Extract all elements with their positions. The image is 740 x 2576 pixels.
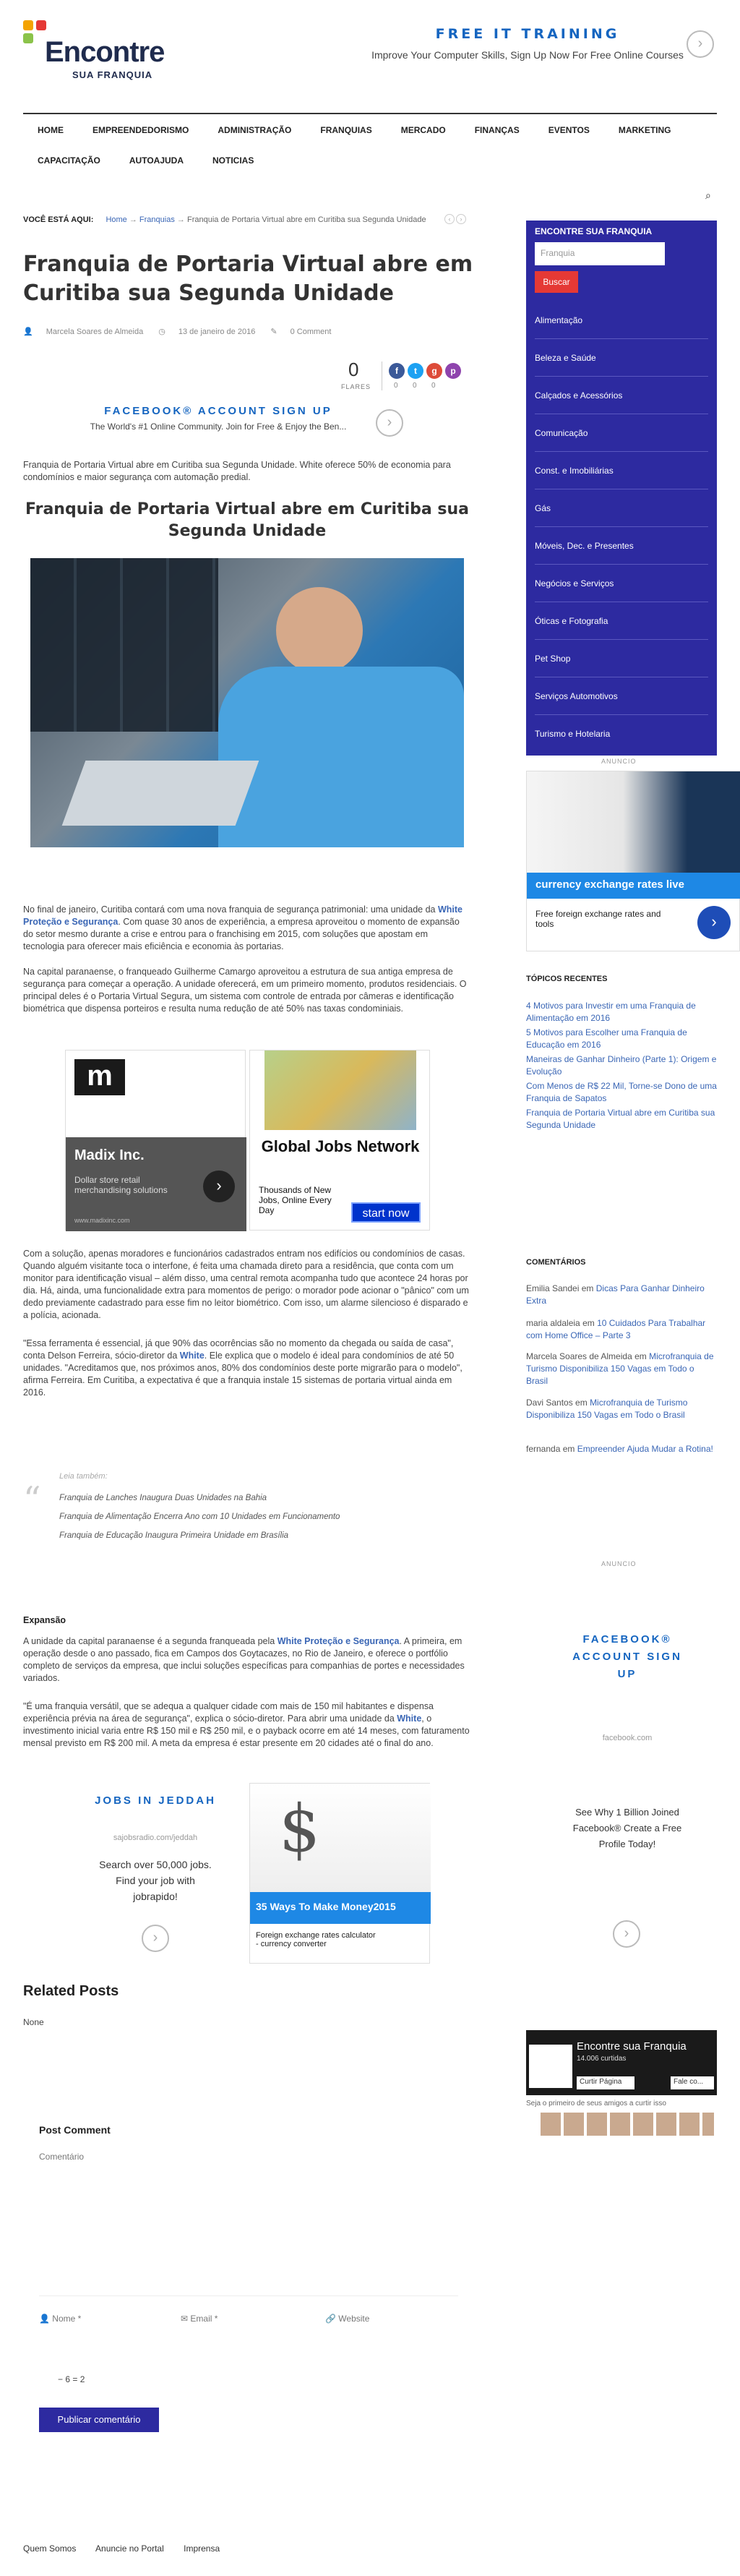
nav-row-primary bbox=[23, 114, 717, 146]
sidebar-search-input[interactable]: Franquia bbox=[535, 242, 665, 265]
related-posts-title: Related Posts bbox=[23, 1983, 119, 1999]
gjn-start-button[interactable]: start now bbox=[351, 1202, 421, 1223]
article-paragraph-1 bbox=[23, 904, 471, 953]
related-reading-label: Leia também: bbox=[59, 1472, 108, 1481]
recent-comment bbox=[526, 1351, 717, 1387]
sidebar-category-item[interactable]: Beleza e Saúde bbox=[535, 339, 708, 377]
p4-text-b: . Ele explica que o modelo é ideal para condomínios de até 50 unidades. "Acreditamos que, nos próximos anos, 80% dos condomínios deste porte migrarão para o modelo", afirma Ferreira. Em Curitiba, a expectativa é que a franquia instale 15 sistemas de portaria virtual ainda em 2016. bbox=[23, 1351, 462, 1398]
breadcrumb-section[interactable]: Franquias bbox=[139, 215, 175, 224]
sidebar-category-item[interactable]: Gás bbox=[535, 489, 708, 527]
currency-image bbox=[527, 771, 740, 880]
name-field[interactable] bbox=[39, 2314, 81, 2324]
recent-topic-link[interactable]: Franquia de Portaria Virtual abre em Curitiba sua Segunda Unidade bbox=[526, 1108, 715, 1130]
sidebar-title: ENCONTRE SUA FRANQUIA bbox=[535, 226, 653, 236]
fb-ad-arrow-icon[interactable]: › bbox=[376, 409, 403, 437]
jeddah-ad[interactable] bbox=[65, 1783, 246, 1964]
breadcrumb-sep: → bbox=[129, 215, 137, 224]
p4-text-a: "Essa ferramenta é essencial, já que 90% das ocorrências são no momento da chegada ou saída de casa", conta Delson Ferreira, sócio-diretor da bbox=[23, 1338, 454, 1361]
sidebar-category-item[interactable]: Alimentação bbox=[535, 301, 708, 339]
p6-text-a: "É uma franquia versátil, que se adequa a qualquer cidade com mais de 150 mil habitantes e dispensa experiência prévia na área de segurança", explica o sócio-diretor. Para abrir uma unidade da bbox=[23, 1701, 434, 1724]
madix-ad-panel bbox=[66, 1137, 246, 1231]
nav-item[interactable]: MARKETING bbox=[618, 125, 671, 135]
recent-topic-link[interactable]: Com Menos de R$ 22 Mil, Torne-se Dono de uma Franquia de Sapatos bbox=[526, 1081, 717, 1103]
site-header bbox=[0, 0, 740, 108]
footer-link[interactable]: Anuncie no Portal bbox=[95, 2543, 164, 2554]
nav-item[interactable]: ADMINISTRAÇÃO bbox=[218, 125, 292, 135]
fb-side-ad-desc: See Why 1 Billion Joined Facebook® Create a Free Profile Today! bbox=[572, 1807, 682, 1849]
comment-on: em bbox=[562, 1444, 575, 1454]
comment-on: em bbox=[581, 1283, 594, 1293]
gjn-ad-desc: Thousands of New Jobs, Online Every Day bbox=[259, 1185, 332, 1215]
jeddah-ad-arrow-icon[interactable]: › bbox=[142, 1925, 169, 1952]
page-title: Franquia de Portaria Virtual abre em Curitiba sua Segunda Unidade bbox=[23, 252, 473, 306]
jeddah-ad-desc: Search over 50,000 jobs. Find your job with jobrapido! bbox=[99, 1859, 212, 1902]
nav-item[interactable]: CAPACITAÇÃO bbox=[38, 155, 100, 166]
fb-side-ad-url[interactable]: facebook.com bbox=[602, 1734, 653, 1742]
monitor-wall bbox=[30, 558, 218, 732]
captcha-field[interactable]: − 6 = 2 bbox=[58, 2374, 85, 2384]
money-ad[interactable] bbox=[249, 1783, 430, 1964]
link-icon: 🔗 bbox=[325, 2314, 339, 2324]
comment-icon: ✎ bbox=[270, 328, 278, 336]
nav-item[interactable]: NOTICIAS bbox=[212, 155, 254, 166]
top-ad-subtitle: Improve Your Computer Skills, Sign Up Now For Free Online Courses bbox=[371, 49, 684, 61]
breadcrumb-sep: → bbox=[176, 215, 185, 224]
fb-friends-avatars bbox=[541, 2113, 714, 2136]
fb-side-ad-arrow-icon[interactable]: › bbox=[613, 1920, 640, 1948]
article-paragraph-2: Na capital paranaense, o franqueado Guilherme Camargo aproveitou a estrutura de sua antiga empresa de segurança para começar a operação. A unidade oferecerá, em um primeiro momento, produtos residenciais. O principal deles é o Portaria Virtual Segura, um sistema com controle de entrada por câmeras e identificação biométrica que dispensa porteiros e resulta numa redução de até 50% nas taxas condominiais. bbox=[23, 967, 467, 1014]
article-author[interactable]: Marcela Soares de Almeida bbox=[46, 328, 144, 336]
top-banner-ad[interactable] bbox=[332, 26, 723, 69]
madix-ad-url[interactable]: www.madixinc.com bbox=[74, 1217, 130, 1224]
nav-item[interactable]: MERCADO bbox=[400, 125, 446, 135]
facebook-icon[interactable]: f bbox=[389, 363, 405, 379]
top-ad-arrow-icon[interactable]: › bbox=[687, 30, 714, 58]
sidebar-category-item[interactable]: Pet Shop bbox=[535, 640, 708, 677]
sidebar-category-item[interactable]: Const. e Imobiliárias bbox=[535, 452, 708, 489]
facebook-ad-sidebar[interactable] bbox=[526, 1573, 740, 1985]
fb-like-button[interactable]: Curtir Página bbox=[577, 2076, 634, 2089]
next-post-icon[interactable]: › bbox=[456, 214, 466, 224]
fb-cover bbox=[526, 2030, 717, 2095]
breadcrumb-label: VOCÊ ESTÁ AQUI: bbox=[23, 215, 94, 224]
comment-post-link[interactable]: Microfranquia de Turismo Disponibiliza 150 Vagas em Todo o Brasil bbox=[526, 1351, 714, 1386]
sidebar-category-item[interactable]: Negócios e Serviços bbox=[535, 565, 708, 602]
article-heading: Franquia de Portaria Virtual abre em Curitiba sua Segunda Unidade bbox=[25, 500, 469, 540]
keyboard bbox=[62, 761, 259, 826]
recent-comment bbox=[526, 1317, 717, 1342]
article-paragraph-5 bbox=[23, 1635, 471, 1685]
gjn-ad-title[interactable]: Global Jobs Network bbox=[261, 1137, 420, 1155]
comment-label: Comentário bbox=[39, 2152, 85, 2162]
madix-logo: m bbox=[74, 1059, 125, 1095]
jeddah-ad-title[interactable]: JOBS IN JEDDAH bbox=[95, 1794, 216, 1807]
facebook-ad-inline[interactable] bbox=[23, 405, 413, 441]
pinterest-icon[interactable]: p bbox=[445, 363, 461, 379]
p6-text-b: , o investimento inicial varia entre R$ 150 mil e R$ 250 mil, e o payback ocorre em até 14 meses, com faturamento mensal previsto em R$ 200 mil. A meta da empresa é estar presente em 20 cidades até o final do ano. bbox=[23, 1713, 470, 1748]
jeddah-ad-url[interactable]: sajobsradio.com/jeddah bbox=[113, 1833, 198, 1842]
sidebar-category-item[interactable]: Óticas e Fotografia bbox=[535, 602, 708, 640]
share-label: FLARES bbox=[341, 383, 371, 390]
currency-ad-arrow-icon[interactable]: › bbox=[697, 906, 731, 939]
currency-ad[interactable] bbox=[526, 771, 740, 951]
p1-text-b: . Com quase 30 anos de experiência, a empresa aproveitou o momento de expansão do setor mesmo durante a crise e entrou para o franchising em 2015, com soluções que apostam em tecnologia para oferecer mais eficiência e economia às portarias. bbox=[23, 917, 460, 951]
article-comments[interactable]: 0 Comment bbox=[290, 328, 332, 336]
comment-on: em bbox=[582, 1318, 595, 1328]
p5-text-a: A unidade da capital paranaense é a segunda franqueada pela bbox=[23, 1636, 278, 1646]
ad-label: ANUNCIO bbox=[601, 758, 637, 765]
comment-author: maria aldaleia bbox=[526, 1318, 580, 1328]
p5-text-b: . A primeira, em operação desde o ano passado, fica em Campos dos Goytacazes, no Rio de Janeiro, e oferece o portfólio completo de serviços da empresa, que inclui soluções específicas para companhias de portes e necessidades variados. bbox=[23, 1636, 465, 1683]
sidebar-category-item[interactable]: Comunicação bbox=[535, 414, 708, 452]
fb-page-likes: 14.006 curtidas bbox=[577, 2055, 627, 2063]
footer-link[interactable]: Imprensa bbox=[184, 2543, 220, 2554]
comments-title: COMENTÁRIOS bbox=[526, 1258, 586, 1267]
fb-side-ad-title[interactable]: FACEBOOK® ACCOUNT SIGN UP bbox=[572, 1633, 682, 1680]
nav-item[interactable]: EMPREENDEDORISMO bbox=[92, 125, 189, 135]
category-list bbox=[526, 299, 717, 756]
fb-friends-text: Seja o primeiro de seus amigos a curtir isso bbox=[526, 2100, 666, 2108]
p1-text-a: No final de janeiro, Curitiba contará com uma nova franquia de segurança patrimonial: uma unidade da bbox=[23, 904, 438, 915]
clock-icon: ◷ bbox=[158, 328, 165, 336]
article-image bbox=[30, 558, 464, 847]
email-field-label: Email * bbox=[190, 2314, 218, 2324]
dollar-image bbox=[250, 1784, 431, 1892]
white-link[interactable]: White Proteção e Segurança bbox=[277, 1636, 400, 1646]
white-link[interactable]: White Proteção e Segurança bbox=[23, 904, 462, 927]
fb-contact-button[interactable]: Fale co... bbox=[671, 2076, 714, 2089]
comment-author: Davi Santos bbox=[526, 1398, 573, 1408]
recent-comment bbox=[526, 1397, 717, 1421]
breadcrumb-home[interactable]: Home bbox=[106, 215, 127, 224]
global-jobs-ad[interactable] bbox=[249, 1050, 430, 1231]
article-paragraph-6 bbox=[23, 1700, 471, 1750]
white-link[interactable]: White bbox=[179, 1351, 205, 1361]
prev-post-icon[interactable]: ‹ bbox=[444, 214, 455, 224]
search-icon[interactable]: ⌕ bbox=[705, 189, 711, 201]
footer-link[interactable]: Quem Somos bbox=[23, 2543, 77, 2554]
comment-textarea[interactable] bbox=[39, 2152, 458, 2296]
related-link[interactable]: Franquia de Educação Inaugura Primeira Unidade em Brasília bbox=[59, 1531, 289, 1540]
quote-icon: “ bbox=[23, 1479, 41, 1520]
recent-topic-link[interactable]: 4 Motivos para Investir em uma Franquia de Alimentação em 2016 bbox=[526, 1001, 696, 1023]
nav-item[interactable]: HOME bbox=[38, 125, 64, 135]
email-field[interactable] bbox=[181, 2314, 218, 2324]
googleplus-icon[interactable]: g bbox=[426, 363, 442, 379]
sidebar-search-button[interactable]: Buscar bbox=[535, 271, 578, 293]
website-field[interactable] bbox=[325, 2314, 369, 2324]
comment-author: fernanda bbox=[526, 1444, 561, 1454]
recent-topic-link[interactable]: 5 Motivos para Escolher uma Franquia de Educação em 2016 bbox=[526, 1027, 687, 1050]
currency-ad-desc: Free foreign exchange rates and tools bbox=[535, 909, 661, 929]
comment-form-title: Post Comment bbox=[39, 2124, 111, 2136]
sidebar-franchise-box bbox=[526, 221, 717, 756]
madix-ad-desc: Dollar store retail merchandising solutions bbox=[74, 1175, 168, 1195]
fb-ad-subtitle: The World's #1 Online Community. Join for Free & Enjoy the Ben... bbox=[90, 422, 347, 432]
main-navigation bbox=[23, 113, 717, 175]
currency-ad-title[interactable]: currency exchange rates live bbox=[527, 873, 740, 899]
money-ad-desc: Foreign exchange rates calculator - currency converter bbox=[256, 1931, 376, 1948]
nav-row-secondary bbox=[23, 146, 717, 175]
fb-ad-title[interactable]: FACEBOOK® ACCOUNT SIGN UP bbox=[104, 405, 332, 417]
nav-item[interactable]: AUTOAJUDA bbox=[129, 155, 184, 166]
share-bar bbox=[332, 359, 477, 395]
footer-links bbox=[23, 2543, 237, 2554]
article-paragraph-4 bbox=[23, 1338, 471, 1399]
related-reading bbox=[23, 1465, 471, 1559]
envelope-icon: ✉ bbox=[181, 2314, 191, 2324]
operator-head bbox=[276, 587, 363, 674]
share-count: 0 bbox=[348, 359, 359, 380]
related-link[interactable]: Franquia de Alimentação Encerra Ano com 10 Unidades em Funcionamento bbox=[59, 1512, 340, 1521]
logo-text: Encontre bbox=[45, 36, 165, 68]
recent-comment bbox=[526, 1443, 717, 1455]
operator-shirt bbox=[218, 667, 464, 847]
ad-label: ANUNCIO bbox=[601, 1560, 637, 1567]
related-link[interactable]: Franquia de Lanches Inaugura Duas Unidades na Bahia bbox=[59, 1494, 267, 1502]
fb-page-name[interactable]: Encontre sua Franquia bbox=[577, 2040, 687, 2053]
recent-comment bbox=[526, 1283, 717, 1307]
sidebar-category-item[interactable]: Calçados e Acessórios bbox=[535, 377, 708, 414]
comment-on: em bbox=[634, 1351, 647, 1361]
logo-mark-icon bbox=[23, 20, 48, 45]
post-pager bbox=[444, 214, 476, 226]
recent-topics-title: TÓPICOS RECENTES bbox=[526, 975, 608, 983]
article-paragraph-3: Com a solução, apenas moradores e funcionários cadastrados entram nos edifícios ou condomínios de casas. Quando alguém visitante toca o interfone, é feita uma chamada direto para a residência, que conta com um monitor para identificação visual – além disso, uma central remota acompanha tudo que acontece 24 horas por dia. Há, ainda, uma funcionalidade extra para momentos de perigo: o morador pode acionar o "pânico" com um dedo previamente cadastrado para esse fim no leitor biométrico. Com isso, um alarme silencioso é disparado e a polícia, acionada. bbox=[23, 1249, 469, 1320]
nav-item[interactable]: FRANQUIAS bbox=[320, 125, 372, 135]
madix-ad-name[interactable]: Madix Inc. bbox=[74, 1147, 145, 1163]
madix-ad-arrow-icon[interactable]: › bbox=[203, 1171, 235, 1202]
banknotes-image bbox=[264, 1050, 416, 1130]
author-icon: 👤 bbox=[23, 328, 33, 336]
logo-subtitle: SUA FRANQUIA bbox=[72, 69, 153, 80]
comment-post-link[interactable]: Dicas Para Ganhar Dinheiro Extra bbox=[526, 1283, 705, 1306]
madix-ad[interactable] bbox=[65, 1050, 246, 1231]
comment-post-link[interactable]: Microfranquia de Turismo Disponibiliza 150 Vagas em Todo o Brasil bbox=[526, 1398, 688, 1420]
article-meta bbox=[23, 327, 344, 336]
fb-page-avatar[interactable] bbox=[529, 2045, 572, 2088]
white-link[interactable]: White bbox=[397, 1713, 422, 1724]
nav-item[interactable]: EVENTOS bbox=[548, 125, 590, 135]
googleplus-count: 0 bbox=[431, 382, 436, 390]
twitter-count: 0 bbox=[413, 382, 417, 390]
breadcrumb bbox=[23, 215, 426, 224]
dollar-sign-icon: $ bbox=[279, 1791, 321, 1867]
nav-item[interactable]: FINANÇAS bbox=[474, 125, 520, 135]
submit-comment-button[interactable]: Publicar comentário bbox=[39, 2408, 159, 2432]
sidebar-category-item[interactable]: Serviços Automotivos bbox=[535, 677, 708, 715]
sidebar-category-item[interactable]: Móveis, Dec. e Presentes bbox=[535, 527, 708, 565]
facebook-count: 0 bbox=[394, 382, 398, 390]
comment-post-link[interactable]: 10 Cuidados Para Trabalhar com Home Office – Parte 3 bbox=[526, 1318, 706, 1340]
comment-post-link[interactable]: Empreender Ajuda Mudar a Rotina! bbox=[577, 1444, 713, 1454]
facebook-page-box bbox=[526, 2030, 717, 2139]
twitter-icon[interactable]: t bbox=[408, 363, 423, 379]
user-icon: 👤 bbox=[39, 2314, 53, 2324]
top-ad-title[interactable]: FREE IT TRAINING bbox=[435, 26, 620, 42]
site-logo[interactable] bbox=[23, 20, 175, 93]
comment-author: Marcela Soares de Almeida bbox=[526, 1351, 632, 1361]
money-ad-title[interactable]: 35 Ways To Make Money2015 bbox=[250, 1892, 431, 1924]
comment-on: em bbox=[575, 1398, 588, 1408]
comment-author: Emilia Sandei bbox=[526, 1283, 580, 1293]
related-posts-empty: None bbox=[23, 2017, 44, 2027]
sidebar-category-item[interactable]: Turismo e Hotelaria bbox=[535, 729, 611, 739]
article-lead: Franquia de Portaria Virtual abre em Curitiba sua Segunda Unidade. White oferece 50% de economia para condomínios e maior segurança com automação predial. bbox=[23, 460, 451, 482]
recent-topic-link[interactable]: Maneiras de Ganhar Dinheiro (Parte 1): Origem e Evolução bbox=[526, 1054, 717, 1077]
article-date: 13 de janeiro de 2016 bbox=[178, 328, 256, 336]
website-field-label: Website bbox=[338, 2314, 370, 2324]
expansion-heading: Expansão bbox=[23, 1615, 66, 1625]
breadcrumb-current: Franquia de Portaria Virtual abre em Curitiba sua Segunda Unidade bbox=[186, 215, 426, 224]
name-field-label: Nome * bbox=[52, 2314, 82, 2324]
